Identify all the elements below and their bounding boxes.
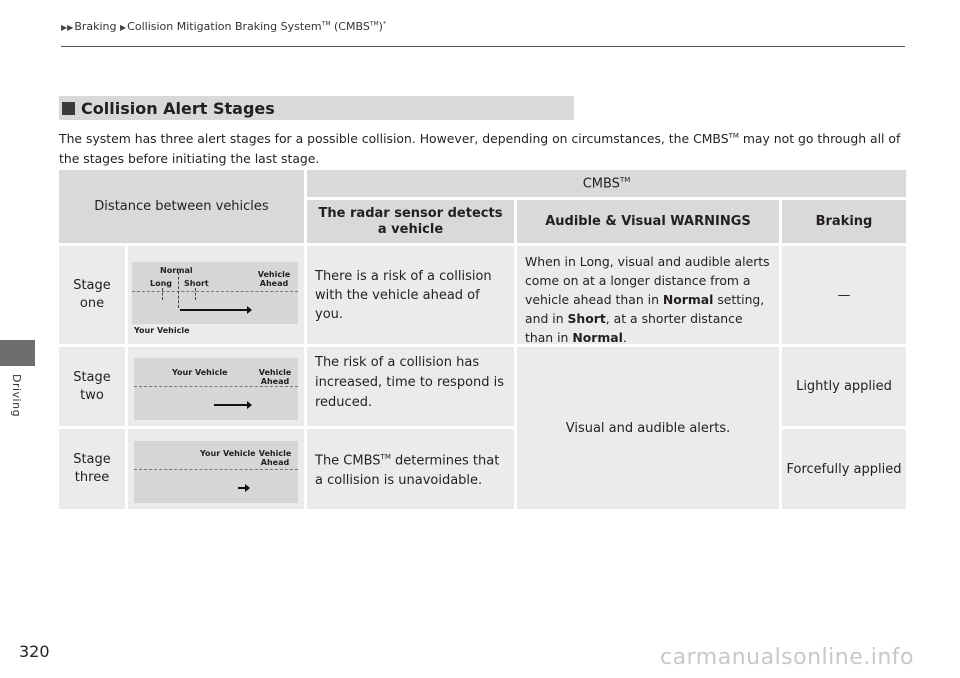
stage-two-radar: The risk of a collision has increased, time to respond is reduced.: [307, 347, 514, 426]
short-marker: [195, 288, 196, 300]
stage-two-three-warnings: Visual and audible alerts.: [517, 347, 779, 509]
label-vehicle-ahead: Vehicle Ahead: [258, 368, 292, 386]
intro-paragraph: The system has three alert stages for a possible collision. However, depending on circumstances, the CMBS™ may not go through all of the stages before initiating the last stage.: [59, 131, 901, 167]
breadcrumb-item-braking[interactable]: Braking: [74, 20, 117, 33]
arrow-right-icon: [214, 404, 248, 406]
arrow-right-icon: [238, 487, 246, 489]
lane-line: [134, 386, 298, 387]
chapter-tab-marker: [0, 340, 35, 366]
stage-two-braking: Lightly applied: [782, 347, 906, 426]
stage-three-braking: Forcefully applied: [782, 429, 906, 509]
header-radar: The radar sensor detects a vehicle: [307, 200, 514, 243]
stage-one-warnings: When in Long, visual and audible alerts come on at a longer distance from a vehicle ahead than in Normal setting, and in Short, at a shorter distance than in Normal.: [517, 246, 779, 344]
label-short: Short: [184, 279, 209, 288]
stage-one-diagram: [132, 262, 298, 335]
label-long: Long: [150, 279, 173, 288]
section-title: Collision Alert Stages: [81, 98, 275, 118]
stage-one-label: Stage one: [59, 246, 125, 344]
stage-two-label: Stage two: [59, 347, 125, 426]
stage-three-diagram: [134, 441, 298, 503]
section-heading: [59, 96, 574, 120]
label-your-vehicle: Your Vehicle: [172, 368, 228, 377]
stage-three-radar: The CMBS™ determines that a collision is unavoidable.: [307, 429, 514, 509]
label-vehicle-ahead: Vehicle Ahead: [258, 449, 292, 467]
label-your-vehicle: Your Vehicle: [134, 326, 190, 335]
label-vehicle-ahead: Vehicle Ahead: [257, 270, 291, 288]
header-cmbs: CMBS™: [307, 170, 906, 197]
stage-three-diagram-cell: [128, 429, 304, 509]
chapter-side-label: Driving: [10, 374, 23, 418]
collision-alert-stages-table: [59, 170, 906, 510]
header-warnings: Audible & Visual WARNINGS: [517, 200, 779, 243]
square-bullet-icon: [62, 102, 75, 115]
triangle-right-icon: ▶: [120, 23, 127, 32]
long-marker: [162, 288, 163, 300]
stage-one-diagram-cell: [128, 246, 304, 344]
label-your-vehicle: Your Vehicle: [200, 449, 256, 458]
lane-line: [134, 469, 298, 470]
breadcrumb-item-cmbs[interactable]: Collision Mitigation Braking System™ (CMBS™)*: [127, 20, 386, 33]
watermark: carmanualsonline.info: [660, 645, 914, 670]
stage-two-diagram: [134, 358, 298, 420]
stage-one-braking: —: [782, 246, 906, 344]
arrow-right-icon: [180, 309, 248, 311]
header-rule: [61, 46, 905, 47]
stage-three-label: Stage three: [59, 429, 125, 509]
breadcrumb: [61, 20, 386, 33]
label-normal: Normal: [160, 266, 193, 275]
normal-marker: [178, 272, 179, 308]
triangle-right-icon: ▶▶: [61, 23, 74, 32]
page-number: 320: [19, 642, 50, 661]
header-braking: Braking: [782, 200, 906, 243]
lane-line: [132, 291, 298, 292]
stage-one-radar: There is a risk of a collision with the vehicle ahead of you.: [307, 246, 514, 344]
stage-two-diagram-cell: [128, 347, 304, 426]
header-distance: Distance between vehicles: [59, 170, 304, 243]
